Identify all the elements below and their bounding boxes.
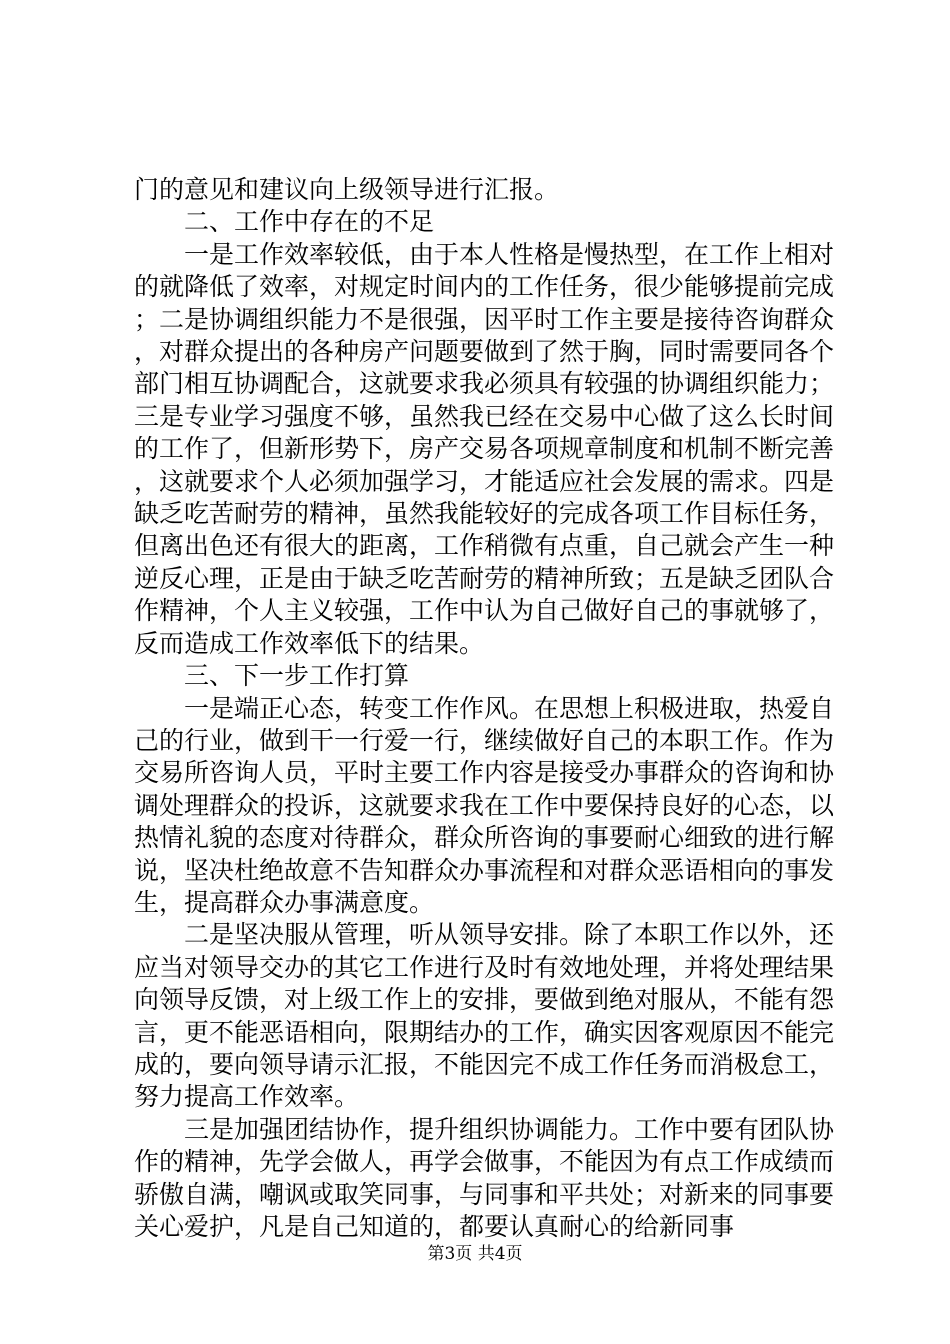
paragraph-next-step-1: 一是端正心态，转变工作作风。在思想上积极进取，热爱自己的行业，做到干一行爱一行，继续做好自己的本职工作。作为交易所咨询人员，平时主要工作内容是接受办事群众的咨询和协调处理群众的投诉，这就要求我在工作中要保持良好的心态，以热情礼貌的态度对待群众，群众所咨询的事要耐心细致的进行解说，坚决杜绝故意不告知群众办事流程和对群众恶语相向的事发生，提高群众办事满意度。 — [134, 693, 835, 917]
section-heading-shortcomings: 二、工作中存在的不足 — [184, 207, 435, 237]
section-heading-next-steps: 三、下一步工作打算 — [184, 661, 410, 691]
document-body — [134, 174, 834, 1243]
paragraph-next-step-2: 二是坚决服从管理，听从领导安排。除了本职工作以外，还应当对领导交办的其它工作进行及时有效地处理，并将处理结果向领导反馈，对上级工作上的安排，要做到绝对服从，不能有怨言，更不能恶语相向，限期结办的工作，确实因客观原因不能完成的，要向领导请示汇报，不能因完不成工作任务而消极怠工，努力提高工作效率。 — [134, 920, 835, 1112]
page-number-footer: 第3页 共4页 — [427, 1244, 523, 1264]
paragraph-shortcomings: 一是工作效率较低，由于本人性格是慢热型，在工作上相对的就降低了效率，对规定时间内的工作任务，很少能够提前完成；二是协调组织能力不是很强，因平时工作主要是接待咨询群众，对群众提出的各种房产问题要做到了然于胸，同时需要同各个部门相互协调配合，这就要求我必须具有较强的协调组织能力；三是专业学习强度不够，虽然我已经在交易中心做了这么长时间的工作了，但新形势下，房产交易各项规章制度和机制不断完善，这就要求个人必须加强学习，才能适应社会发展的需求。四是缺乏吃苦耐劳的精神，虽然我能较好的完成各项工作目标任务，但离出色还有很大的距离，工作稍微有点重，自己就会产生一种逆反心理，正是由于缺乏吃苦耐劳的精神所致；五是缺乏团队合作精神，个人主义较强，工作中认为自己做好自己的事就够了，反而造成工作效率低下的结果。 — [134, 239, 835, 658]
paragraph-continuation: 门的意见和建议向上级领导进行汇报。 — [134, 175, 560, 204]
paragraph-next-step-3: 三是加强团结协作，提升组织协调能力。工作中要有团队协作的精神，先学会做人，再学会做事，不能因为有点工作成绩而骄傲自满，嘲讽或取笑同事，与同事和平共处；对新来的同事要关心爱护，凡是自己知道的，都要认真耐心的给新同事 — [134, 1114, 835, 1241]
